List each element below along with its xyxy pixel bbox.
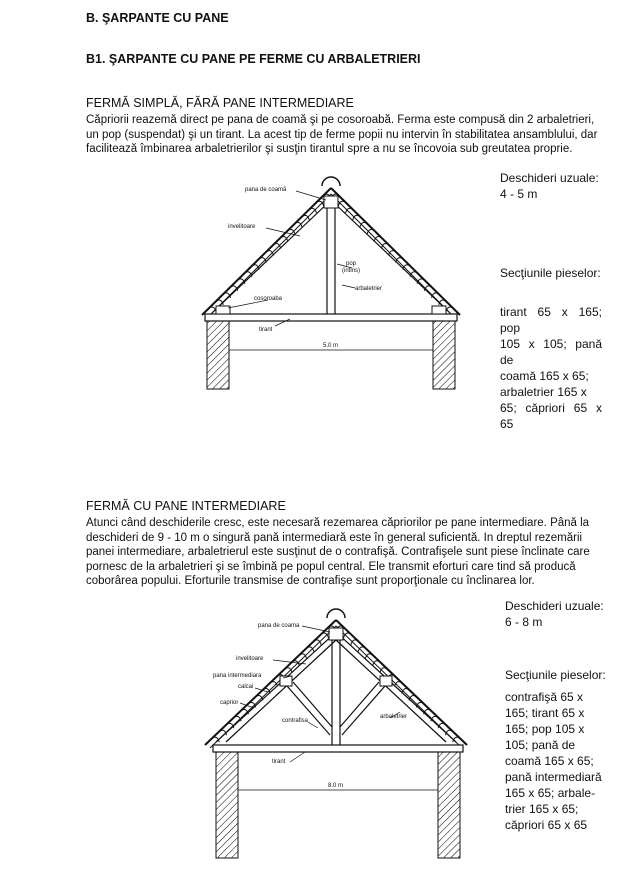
tile-mark [227,723,234,728]
ridge-purlin [324,196,338,208]
label-pana-intermediara: pana intermediara [213,673,262,679]
intermediate-purlin-right [380,676,392,686]
sections-line: pană intermediară [505,770,602,784]
label-calcai: calcai [238,684,254,690]
tile-marks-left [212,626,335,742]
paragraph-line: Căpriorii reazemă direct pe pana de coamă şi pe cosoroabă. Ferma este compusă din 2 arbaletrieri, [86,114,595,126]
block2-paragraph [86,516,611,589]
principal-right [336,640,446,742]
block1-sections-label: Secţiunile pieselor: [500,266,601,280]
block1-heading: FERMĂ SIMPLĂ, FĂRĂ PANE INTERMEDIARE [86,96,354,110]
left-wall [207,316,229,389]
label-contrafisa: contrafisa [282,718,309,724]
block2-openings [505,598,604,630]
diagram2-labels [213,623,407,789]
tile-mark [438,723,445,728]
label-tirant: tirant [272,759,286,765]
paragraph-line: deschideri de 9 - 10 m o singură pană intermediară este în general suficientă. In dreptul rezemării [86,531,583,544]
openings-label: Deschideri uzuale: [505,599,604,613]
strut-left [287,686,330,735]
paragraph-line: un pop (suspendat) şi un tirant. La acest tip de ferme popii nu intervin în stabilitatea ansamblului, dar [86,128,598,141]
strut-right [342,686,385,735]
sections-line: 65; căpriori 65 x 65 [500,401,602,431]
paragraph-line: pornesc de la arbaletrieri şi se îmbină pe popul central. Ele transmit eforturi care tind să producă [86,560,576,573]
sections-line: 165; tirant 65 x [505,706,585,720]
label-intins: (intins) [342,268,361,274]
tie-beam [213,745,463,752]
ridge-cap [327,609,345,618]
rafter-left [216,632,336,742]
sections-line: coamă 165 x 65; [505,754,594,768]
roof-cross-section [202,177,460,389]
label-arbaletrier: arbaletrier [355,286,383,292]
sections-line: 105; pană de [505,738,576,752]
label-arbaletrier: arbaletrier [380,714,408,720]
sections-line: 165; pop 105 x [505,722,585,736]
sections-line: căpriori 65 x 65 [505,818,588,832]
paragraph-line: panei intermediare, arbaletrierul este susţinut de o contrafişă. Contrafişele sunt piese înclinate care [86,546,590,558]
label-invelitoare: invelitoare [236,656,264,662]
paragraph-line: Atunci când deschiderile cresc, este necesară rezemarea căpriorilor pe pane intermediare. Până la [86,517,590,529]
label-span: 5.0 m [323,343,339,349]
tile-marks-right [336,626,459,742]
wall-plate-right [432,306,446,314]
section-title: B. ŞARPANTE CU PANE [86,11,229,25]
subsection-title: B1. ŞARPANTE CU PANE PE FERME CU ARBALETRIERI [86,52,421,66]
label-pana-coama: pana de coama [258,623,300,629]
label-pop: pop [346,261,357,267]
sections-line: tirant 65 x 165; pop [500,305,602,335]
label-tirant: tirant [259,327,273,333]
paragraph-line: facilitează îmbinarea arbaletrierilor şi susţin tirantul spre a nu se încovoia sub greutatea proprie. [86,143,573,155]
label-pana-coama: pana de coamă [245,187,287,193]
block2-sections-label: Secţiunile pieselor: [505,668,606,682]
sections-line: contrafişă 65 x [505,690,584,704]
right-wall [438,750,460,858]
rafter-right [331,200,450,313]
sections-line: 105 x 105; pană de [500,337,602,367]
rafter-right [336,632,456,742]
block2-heading: FERMĂ CU PANE INTERMEDIARE [86,499,286,513]
sections-line: 165 x 65; arbale- [505,786,596,800]
paragraph-line: coborârea popului. Eforturile transmise de contrafişe sunt proporţionale cu înclinarea lor. [86,575,535,587]
label-cosoroaba: cosoroaba [254,296,283,302]
label-span: 8.0 m [328,783,344,789]
ridge-cap [322,177,340,186]
label-invelitoare: invelitoare [228,224,256,230]
ridge-purlin [329,628,343,640]
roof-cross-section-intermediate [205,609,467,858]
sections-line: arbaletrier 165 x [500,385,587,399]
right-wall [433,316,455,389]
sections-line: coamă 165 x 65; [500,369,589,383]
openings-label: Deschideri uzuale: [500,171,599,185]
left-wall [216,750,238,858]
openings-value: 4 - 5 m [500,187,538,201]
sections-line: trier 165 x 65; [505,802,579,816]
openings-value: 6 - 8 m [505,615,543,629]
label-caprior: caprior [220,700,239,706]
block2-sections [505,689,602,833]
wall-plate-left [216,306,230,314]
tie-beam [205,314,457,321]
